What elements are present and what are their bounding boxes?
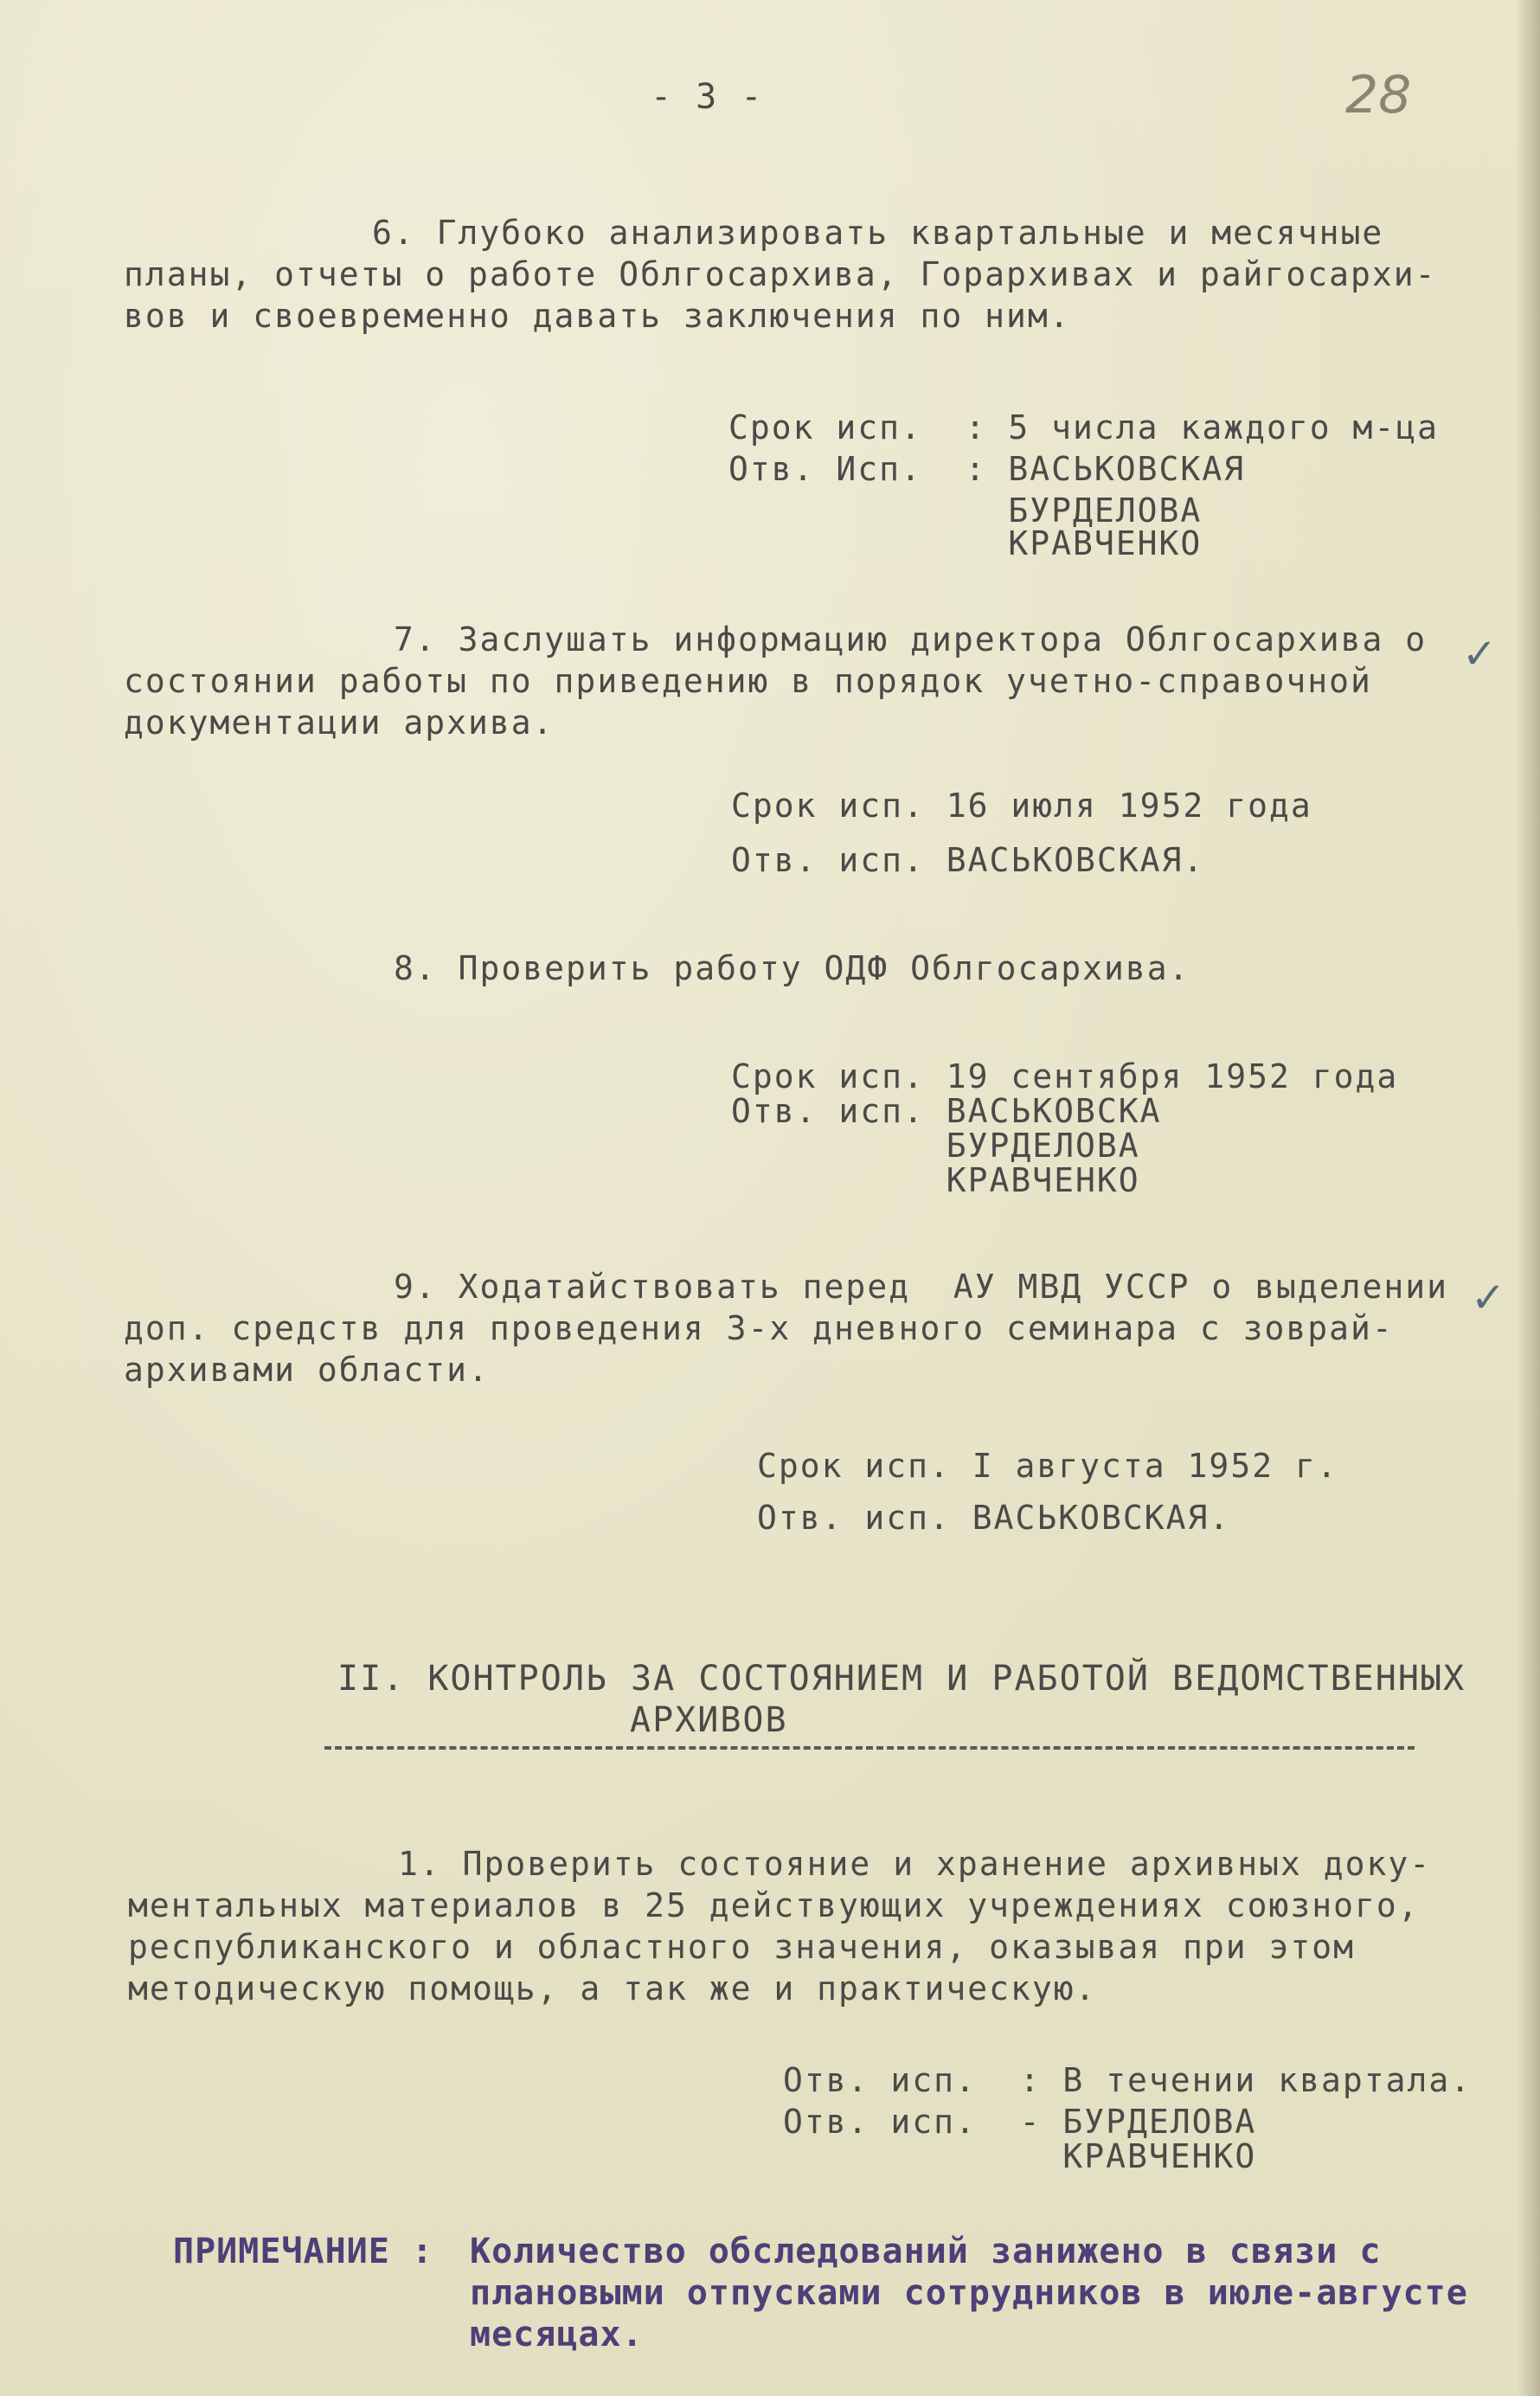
item-text-line: 8. Проверить работу ОДФ Облгосархива.	[394, 949, 1190, 987]
handwritten-page-number: 28	[1345, 65, 1412, 125]
checkmark-icon: ✓	[1462, 630, 1498, 678]
item-text-line: 7. Заслушать информацию директора Облгосархива о	[394, 620, 1428, 658]
page-edge-shadow	[1518, 0, 1540, 2396]
item-deadline: Срок исп. 19 сентября 1952 года	[731, 1057, 1399, 1095]
item-text-line: ментальных материалов в 25 действующих учреждениях союзного,	[128, 1886, 1420, 1924]
item-responsible: Отв. исп. ВАСЬКОВСКА	[731, 1092, 1162, 1130]
item-text-line: планы, отчеты о работе Облгосархива, Горархивах и райгосархи-	[124, 255, 1437, 293]
item-text-line: документации архива.	[124, 703, 555, 742]
item-text-line: республиканского и областного значения, оказывая при этом	[128, 1928, 1356, 1966]
item-responsible: БУРДЕЛОВА	[728, 491, 1203, 530]
item-text-line: вов и своевременно давать заключения по ним.	[124, 297, 1071, 335]
item-responsible: КРАВЧЕНКО	[728, 524, 1203, 562]
item-deadline: Срок исп. 16 июля 1952 года	[731, 787, 1312, 825]
item-text-line: 1. Проверить состояние и хранение архивных доку-	[398, 1845, 1432, 1883]
item-deadline: Отв. исп. : В течении квартала.	[783, 2061, 1473, 2099]
item-text-line: доп. средств для проведения 3-х дневного семинара с зоврай-	[124, 1309, 1394, 1347]
item-responsible: Отв. исп. - БУРДЕЛОВА	[783, 2103, 1257, 2141]
item-responsible: Отв. исп. ВАСЬКОВСКАЯ.	[757, 1499, 1231, 1537]
item-deadline: Срок исп. I августа 1952 г.	[757, 1447, 1338, 1485]
item-responsible: КРАВЧЕНКО	[731, 1161, 1140, 1199]
page-number: - 3 -	[651, 77, 764, 117]
item-responsible: Отв. Исп. : ВАСЬКОВСКАЯ	[728, 450, 1246, 488]
item-deadline: Срок исп. : 5 числа каждого м-ца	[728, 408, 1439, 446]
item-responsible: БУРДЕЛОВА	[731, 1127, 1140, 1165]
item-text-line: состоянии работы по приведению в порядок учетно-справочной	[124, 662, 1372, 700]
item-text-line: методическую помощь, а так же и практическую.	[128, 1969, 1097, 2007]
checkmark-icon: ✓	[1471, 1274, 1506, 1322]
note-text-line: месяцах.	[470, 2315, 644, 2354]
item-text-line: архивами области.	[124, 1351, 490, 1389]
note-label: ПРИМЕЧАНИЕ :	[173, 2232, 433, 2271]
note-text-line: Количество обследований занижено в связи с	[470, 2232, 1382, 2271]
item-responsible: КРАВЧЕНКО	[783, 2137, 1257, 2175]
section-divider	[324, 1746, 1415, 1750]
section-heading: II. КОНТРОЛЬ ЗА СОСТОЯНИЕМ И РАБОТОЙ ВЕДОМСТВЕННЫХ	[337, 1659, 1466, 1699]
item-text-line: 9. Ходатайствовать перед АУ МВД УССР о выделении	[394, 1268, 1449, 1306]
item-responsible: Отв. исп. ВАСЬКОВСКАЯ.	[731, 841, 1205, 879]
note-text-line: плановыми отпусками сотрудников в июле-августе	[470, 2273, 1468, 2313]
section-heading: АРХИВОВ	[630, 1700, 788, 1740]
item-text-line: 6. Глубоко анализировать квартальные и месячные	[372, 214, 1384, 252]
